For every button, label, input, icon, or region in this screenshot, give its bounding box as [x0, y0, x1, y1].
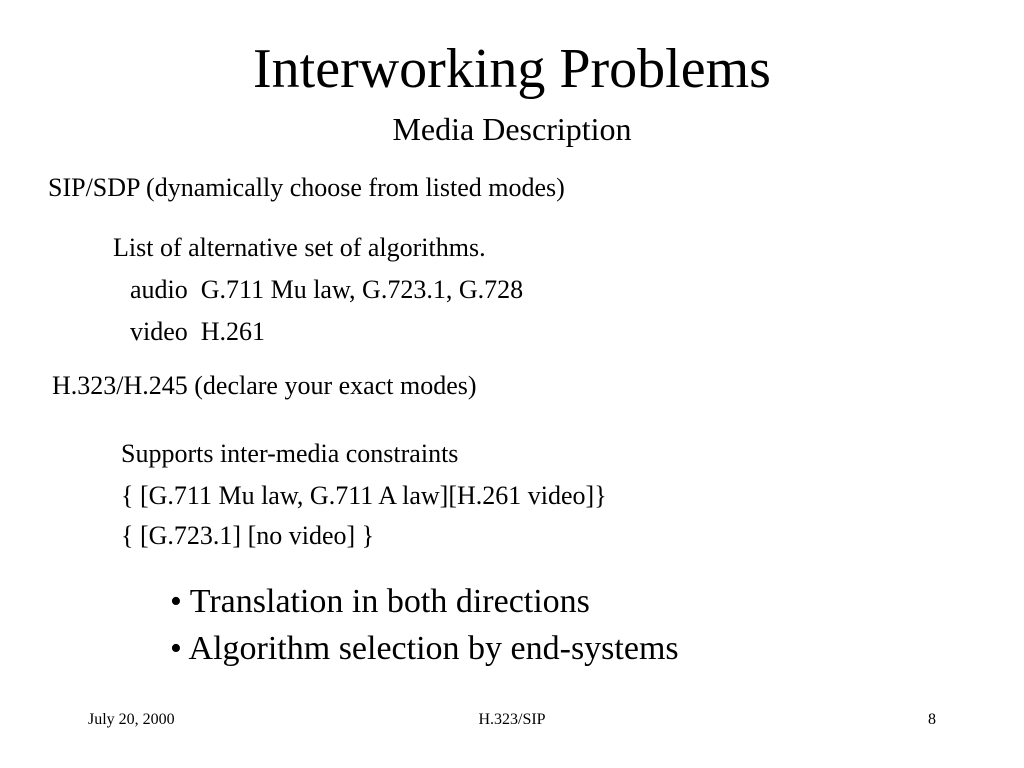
- h323-constraint-set-2: { [G.723.1] [no video] }: [121, 521, 375, 550]
- h323-constraint-set-1: { [G.711 Mu law, G.711 A law][H.261 video]}: [121, 481, 607, 510]
- sip-algorithms-line: List of alternative set of algorithms.: [113, 233, 486, 262]
- footer-date: July 20, 2000: [88, 711, 175, 728]
- slide-subtitle: Media Description: [392, 111, 632, 147]
- bullet-translation: • Translation in both directions: [170, 583, 590, 620]
- h323-h245-heading: H.323/H.245 (declare your exact modes): [52, 371, 477, 400]
- footer-page-number: 8: [928, 711, 936, 728]
- h323-constraints-line: Supports inter-media constraints: [121, 439, 459, 468]
- slide-title: Interworking Problems: [253, 38, 771, 100]
- footer-title: H.323/SIP: [478, 711, 546, 728]
- sip-video-line: video H.261: [130, 317, 266, 346]
- sip-sdp-heading: SIP/SDP (dynamically choose from listed modes): [48, 173, 565, 202]
- sip-audio-line: audio G.711 Mu law, G.723.1, G.728: [130, 275, 524, 304]
- bullet-algorithm-selection: • Algorithm selection by end-systems: [170, 630, 679, 667]
